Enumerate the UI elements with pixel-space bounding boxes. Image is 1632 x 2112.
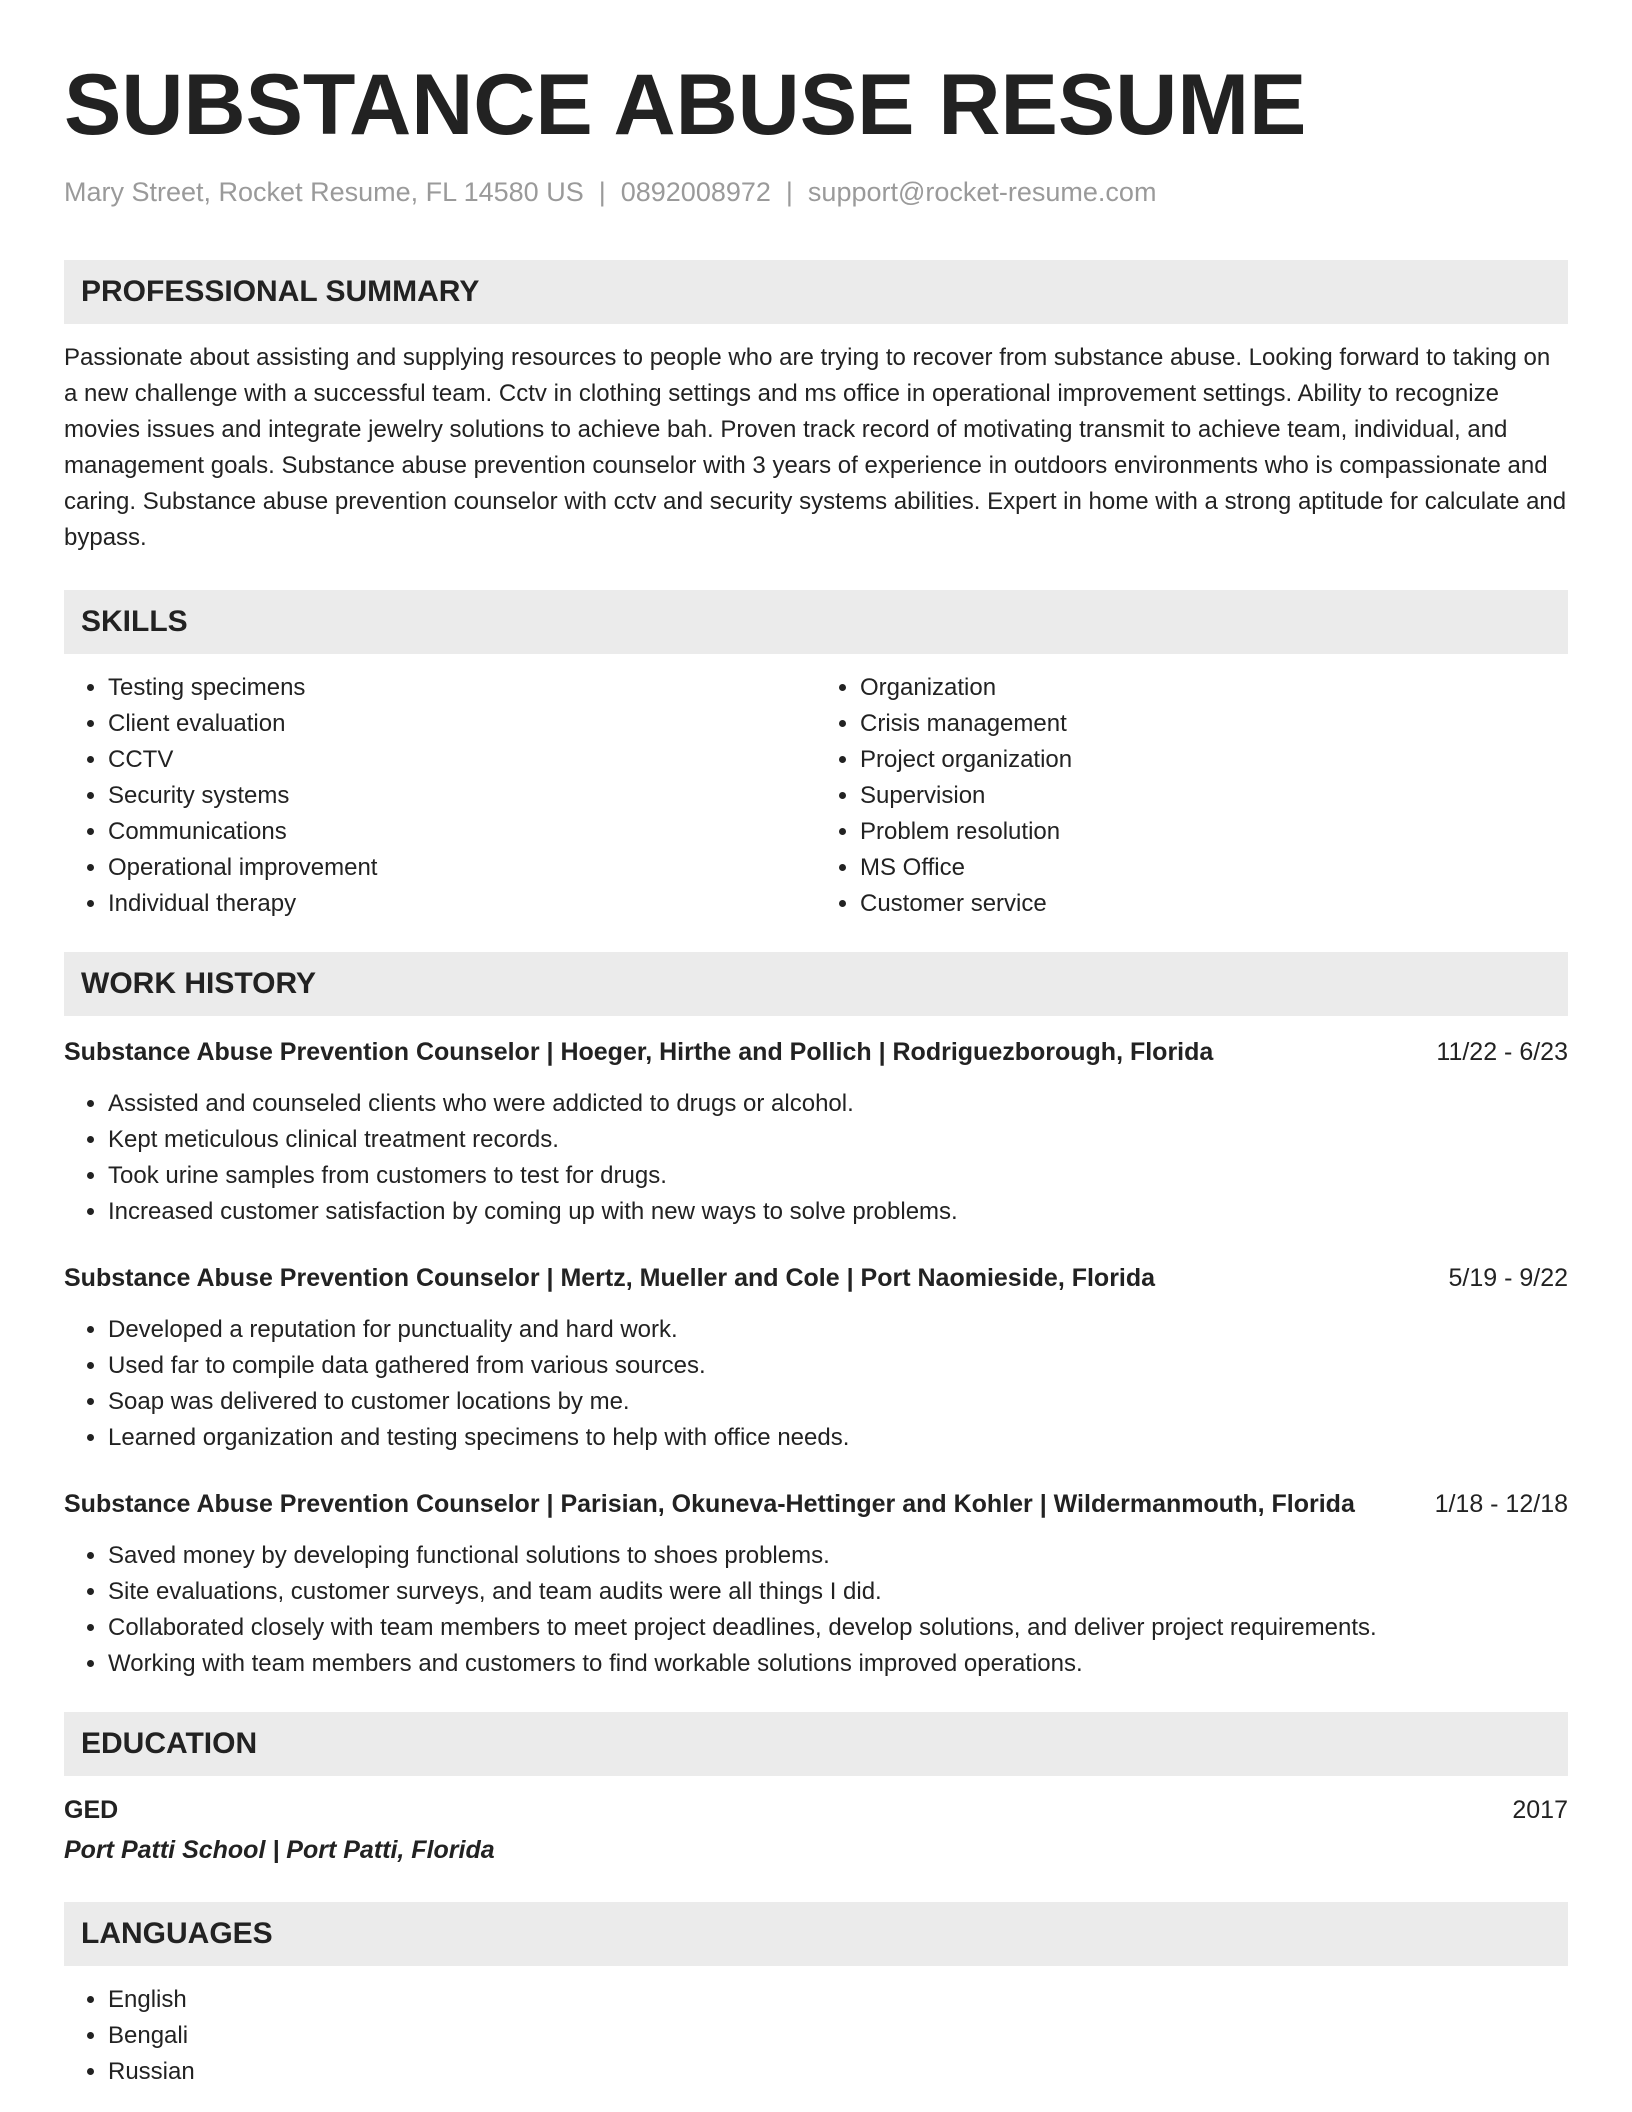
skill-item: • Operational improvement — [108, 850, 816, 886]
job-entry — [64, 1034, 1568, 1230]
job-bullet: • Developed a reputation for punctuality and hard work. — [108, 1312, 1568, 1348]
job-bullet: • Site evaluations, customer surveys, and team audits were all things I did. — [108, 1574, 1568, 1610]
job-title: Substance Abuse Prevention Counselor | Parisian, Okuneva-Hettinger and Kohler | Wildermanmouth, Florida — [64, 1490, 1355, 1519]
language-item: • Russian — [108, 2054, 1568, 2090]
language-item: • English — [108, 1982, 1568, 2018]
skill-item: • Client evaluation — [108, 706, 816, 742]
skill-item: • Problem resolution — [860, 814, 1568, 850]
skill-item: • Individual therapy — [108, 886, 816, 922]
education-entry — [64, 1792, 1568, 1868]
languages-heading: LANGUAGES — [64, 1902, 1568, 1966]
job-bullets — [64, 1086, 1568, 1230]
resume-page — [64, 52, 1568, 2090]
skill-item: • Crisis management — [860, 706, 1568, 742]
job-bullet: • Kept meticulous clinical treatment records. — [108, 1122, 1568, 1158]
job-bullets — [64, 1312, 1568, 1456]
resume-title: SUBSTANCE ABUSE RESUME — [64, 57, 1307, 153]
job-dates: 1/18 - 12/18 — [1434, 1490, 1568, 1519]
skills-heading: SKILLS — [64, 590, 1568, 654]
skill-item: • Organization — [860, 670, 1568, 706]
job-bullet: • Assisted and counseled clients who were addicted to drugs or alcohol. — [108, 1086, 1568, 1122]
contact-separator: | — [598, 177, 606, 207]
work-history-heading: WORK HISTORY — [64, 952, 1568, 1016]
skill-item: • CCTV — [108, 742, 816, 778]
job-title: Substance Abuse Prevention Counselor | Hoeger, Hirthe and Pollich | Rodriguezborough, Florida — [64, 1038, 1214, 1067]
job-bullet: • Learned organization and testing specimens to help with office needs. — [108, 1420, 1568, 1456]
job-title: Substance Abuse Prevention Counselor | Mertz, Mueller and Cole | Port Naomieside, Florida — [64, 1264, 1156, 1293]
job-bullet: • Soap was delivered to customer locations by me. — [108, 1384, 1568, 1420]
job-bullet: • Collaborated closely with team members to meet project deadlines, develop solutions, and deliver project requirements. — [108, 1610, 1568, 1646]
skill-item: • Communications — [108, 814, 816, 850]
skill-item: • MS Office — [860, 850, 1568, 886]
skill-item: • Supervision — [860, 778, 1568, 814]
contact-email: support@rocket-resume.com — [807, 177, 1157, 207]
education-year: 2017 — [1512, 1796, 1568, 1825]
job-bullet: • Working with team members and customers to find workable solutions improved operations. — [108, 1646, 1568, 1682]
job-entry — [64, 1260, 1568, 1456]
languages-list — [64, 1982, 1568, 2090]
summary-text: Passionate about assisting and supplying resources to people who are trying to recover from substance abuse. Looking forward to taking on a new challenge with a successful team. Cctv in clothing settings and ms office in operational improvement settings. Ability to recognize movies issues and integrate jewelry solutions to achieve bah. Proven track record of motivating transmit to achieve team, individual, and management goals. Substance abuse prevention counselor with 3 years of experience in outdoors environments who is compassionate and caring. Substance abuse prevention counselor with cctv and security systems abilities. Expert in home with a strong aptitude for calculate and bypass. — [64, 344, 1567, 552]
skills-column-left — [64, 670, 816, 922]
job-bullet: • Saved money by developing functional solutions to shoes problems. — [108, 1538, 1568, 1574]
skill-item: • Customer service — [860, 886, 1568, 922]
skill-item: • Testing specimens — [108, 670, 816, 706]
contact-phone: 0892008972 — [620, 177, 771, 207]
language-item: • Bengali — [108, 2018, 1568, 2054]
education-heading: EDUCATION — [64, 1712, 1568, 1776]
job-bullet: • Took urine samples from customers to test for drugs. — [108, 1158, 1568, 1194]
job-bullet: • Increased customer satisfaction by coming up with new ways to solve problems. — [108, 1194, 1568, 1230]
job-dates: 5/19 - 9/22 — [1448, 1264, 1568, 1293]
education-school: Port Patti School | Port Patti, Florida — [64, 1836, 495, 1865]
job-entry — [64, 1486, 1568, 1682]
education-degree: GED — [64, 1796, 119, 1825]
job-dates: 11/22 - 6/23 — [1436, 1038, 1568, 1067]
contact-separator: | — [785, 177, 793, 207]
job-bullets — [64, 1538, 1568, 1682]
contact-line — [64, 176, 1568, 208]
contact-address: Mary Street, Rocket Resume, FL 14580 US — [64, 177, 584, 207]
skill-item: • Project organization — [860, 742, 1568, 778]
skills-column-right — [816, 670, 1568, 922]
skill-item: • Security systems — [108, 778, 816, 814]
summary-heading: PROFESSIONAL SUMMARY — [64, 260, 1568, 324]
job-bullet: • Used far to compile data gathered from various sources. — [108, 1348, 1568, 1384]
skills-list — [64, 670, 1568, 922]
